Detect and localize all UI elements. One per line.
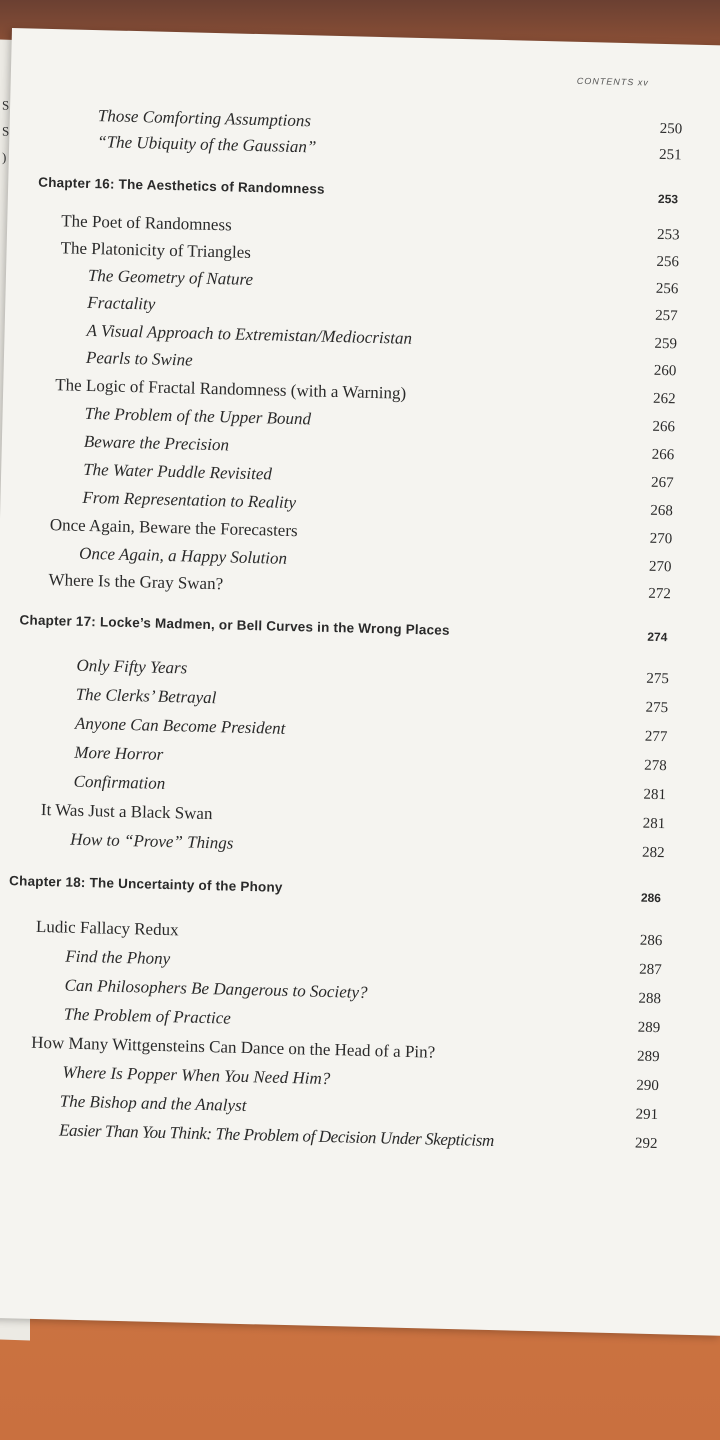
entry-page: 270 [649,530,673,548]
entry-page: 277 [644,728,668,746]
entry-title: More Horror [74,742,164,764]
entry-title: The Poet of Randomness [61,211,232,235]
entry-page: 262 [652,390,676,408]
entry-page: 266 [652,418,676,436]
chapter-title: Chapter 18: The Uncertainty of the Phony [8,873,283,895]
entry-page: 266 [651,446,675,464]
entry-title: Easier Than You Think: The Problem of Decision Under Skepticism [58,1120,495,1151]
entry-page: 250 [659,120,683,138]
entry-title: A Visual Approach to Extremistan/Mediocristan [86,320,413,348]
entry-title: The Logic of Fractal Randomness (with a Warning) [55,375,407,403]
entry-page: 256 [656,253,680,271]
entry-title: “The Ubiquity of the Gaussian” [97,132,317,157]
entry-page: 288 [638,990,662,1008]
entry-page: 270 [648,558,672,576]
entry-title: Pearls to Swine [85,347,193,370]
entry-page: 267 [650,474,674,492]
entry-title: Can Philosophers Be Dangerous to Society? [64,975,368,1002]
entry-title: The Bishop and the Analyst [59,1091,247,1116]
entry-page: 278 [643,757,667,775]
entry-title: Once Again, Beware the Forecasters [49,515,298,541]
entry-page: 259 [654,335,678,353]
entry-title: Confirmation [73,771,166,793]
entry-title: Only Fifty Years [76,655,188,678]
prev-page-letter: ) [2,149,7,165]
entry-title: The Water Puddle Revisited [83,459,273,484]
entry-page: 281 [643,786,667,804]
entry-title: Ludic Fallacy Redux [35,916,179,940]
entry-title: The Clerks’ Betrayal [75,684,217,708]
entry-title: Those Comforting Assumptions [97,106,312,131]
entry-title: Where Is Popper When You Need Him? [62,1062,331,1089]
entry-page: 256 [655,280,679,298]
entry-page: 286 [640,890,662,906]
entry-page: 260 [653,362,677,380]
entry-page: 272 [648,585,672,603]
entry-title: It Was Just a Black Swan [40,799,213,824]
entry-page: 287 [638,961,662,979]
entry-title: The Problem of the Upper Bound [84,403,312,429]
entry-page: 281 [642,815,666,833]
entry-title: Fractality [87,292,156,314]
running-head: CONTENTS xv [576,75,649,88]
entry-page: 292 [634,1135,658,1153]
entry-title: The Geometry of Nature [87,265,254,289]
entry-title: The Platonicity of Triangles [60,238,252,262]
entry-title: Where Is the Gray Swan? [48,570,224,594]
entry-page: 291 [635,1106,659,1124]
entry-page: 274 [647,629,668,645]
prev-page-letter: S [2,123,10,139]
entry-page: 286 [639,932,663,950]
entry-title: From Representation to Reality [82,487,297,513]
entry-page: 282 [641,844,665,862]
book-page [0,28,720,1336]
chapter-title: Chapter 16: The Aesthetics of Randomness [38,174,325,197]
entry-page: 289 [636,1048,660,1066]
entry-page: 268 [650,502,674,520]
entry-page: 290 [636,1077,660,1095]
chapter-heading [0,612,688,657]
chapter-heading [0,873,681,918]
entry-title: Beware the Precision [83,431,230,455]
entry-page: 275 [646,670,669,688]
entry-title: Anyone Can Become President [74,713,286,738]
entry-title: Find the Phony [65,946,171,969]
entry-title: The Problem of Practice [63,1004,232,1028]
entry-page: 253 [656,226,680,244]
chapter-title: Chapter 17: Locke’s Madmen, or Bell Curves in the Wrong Places [19,612,450,638]
entry-title: How Many Wittgensteins Can Dance on the Head of a Pin? [30,1032,436,1062]
prev-page-letter: S [2,97,10,113]
entry-page: 289 [637,1019,661,1037]
entry-page: 275 [645,699,669,717]
entry-title: Once Again, a Happy Solution [78,543,288,568]
entry-page: 251 [658,146,682,164]
entry-page: 253 [657,191,679,207]
entry-title: How to “Prove” Things [69,829,234,853]
entry-page: 257 [654,307,678,325]
